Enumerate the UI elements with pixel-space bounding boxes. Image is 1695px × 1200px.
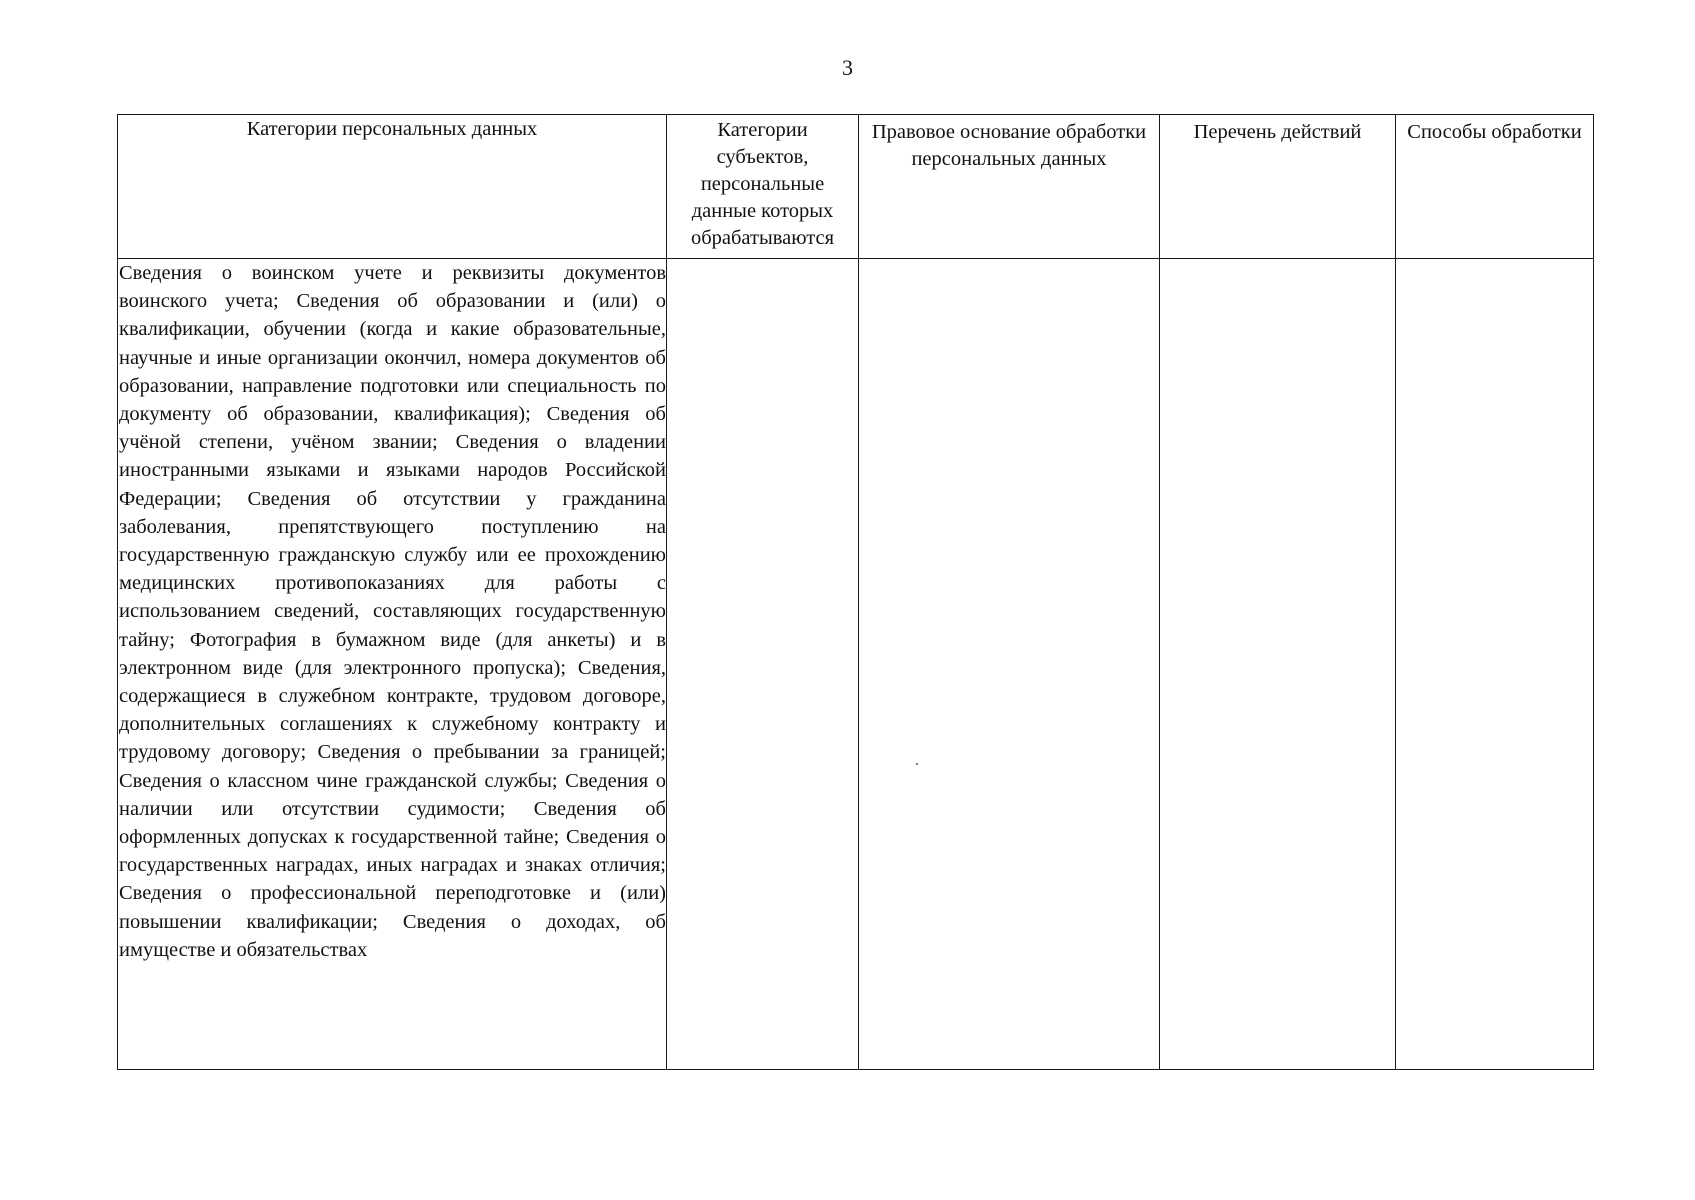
cell-legal-basis bbox=[859, 259, 1160, 1070]
header-actions-list: Перечень действий bbox=[1160, 115, 1396, 259]
table-row bbox=[118, 259, 1594, 1070]
header-legal-basis: Правовое основание обработки персональных данных bbox=[859, 115, 1160, 259]
header-subject-categories: Категории субъектов, персональные данные которых обрабатываются bbox=[667, 115, 859, 259]
cell-actions-list bbox=[1160, 259, 1396, 1070]
header-processing-methods: Способы обработки bbox=[1396, 115, 1594, 259]
cell-processing-methods bbox=[1396, 259, 1594, 1070]
cell-data-categories: Сведения о воинском учете и реквизиты документов воинского учета; Сведения об образовании и (или) о квалификации, обучении (когда и какие образовательные, научные и иные организации окончил, номера документов об образовании, направление подготовки или специальность по документу об образовании, квалификация); Сведения об учёной степени, учёном звании; Сведения о владении иностранными языками и языками народов Российской Федерации; Сведения об отсутствии у гражданина заболевания, препятствующего поступлению на государственную гражданскую службу или ее прохождению медицинских противопоказаниях для работы с использованием сведений, составляющих государственную тайну; Фотография в бумажном виде (для анкеты) и в электронном виде (для электронного пропуска); Сведения, содержащиеся в служебном контракте, трудовом договоре, дополнительных соглашениях к служебному контракту и трудовому договору; Сведения о пребывании за границей; Сведения о классном чине гражданской службы; Сведения о наличии или отсутствии судимости; Сведения об оформленных допусках к государственной тайне; Сведения о государственных наградах, иных наградах и знаках отличия; Сведения о профессиональной переподготовке и (или) повышении квалификации; Сведения о доходах, об имуществе и обязательствах bbox=[118, 259, 667, 1070]
personal-data-table bbox=[117, 114, 1594, 1070]
header-data-categories: Категории персональных данных bbox=[118, 115, 667, 259]
page-number: 3 bbox=[842, 55, 853, 80]
table-header-row bbox=[118, 115, 1594, 259]
scan-speck bbox=[916, 763, 918, 765]
cell-subject-categories bbox=[667, 259, 859, 1070]
